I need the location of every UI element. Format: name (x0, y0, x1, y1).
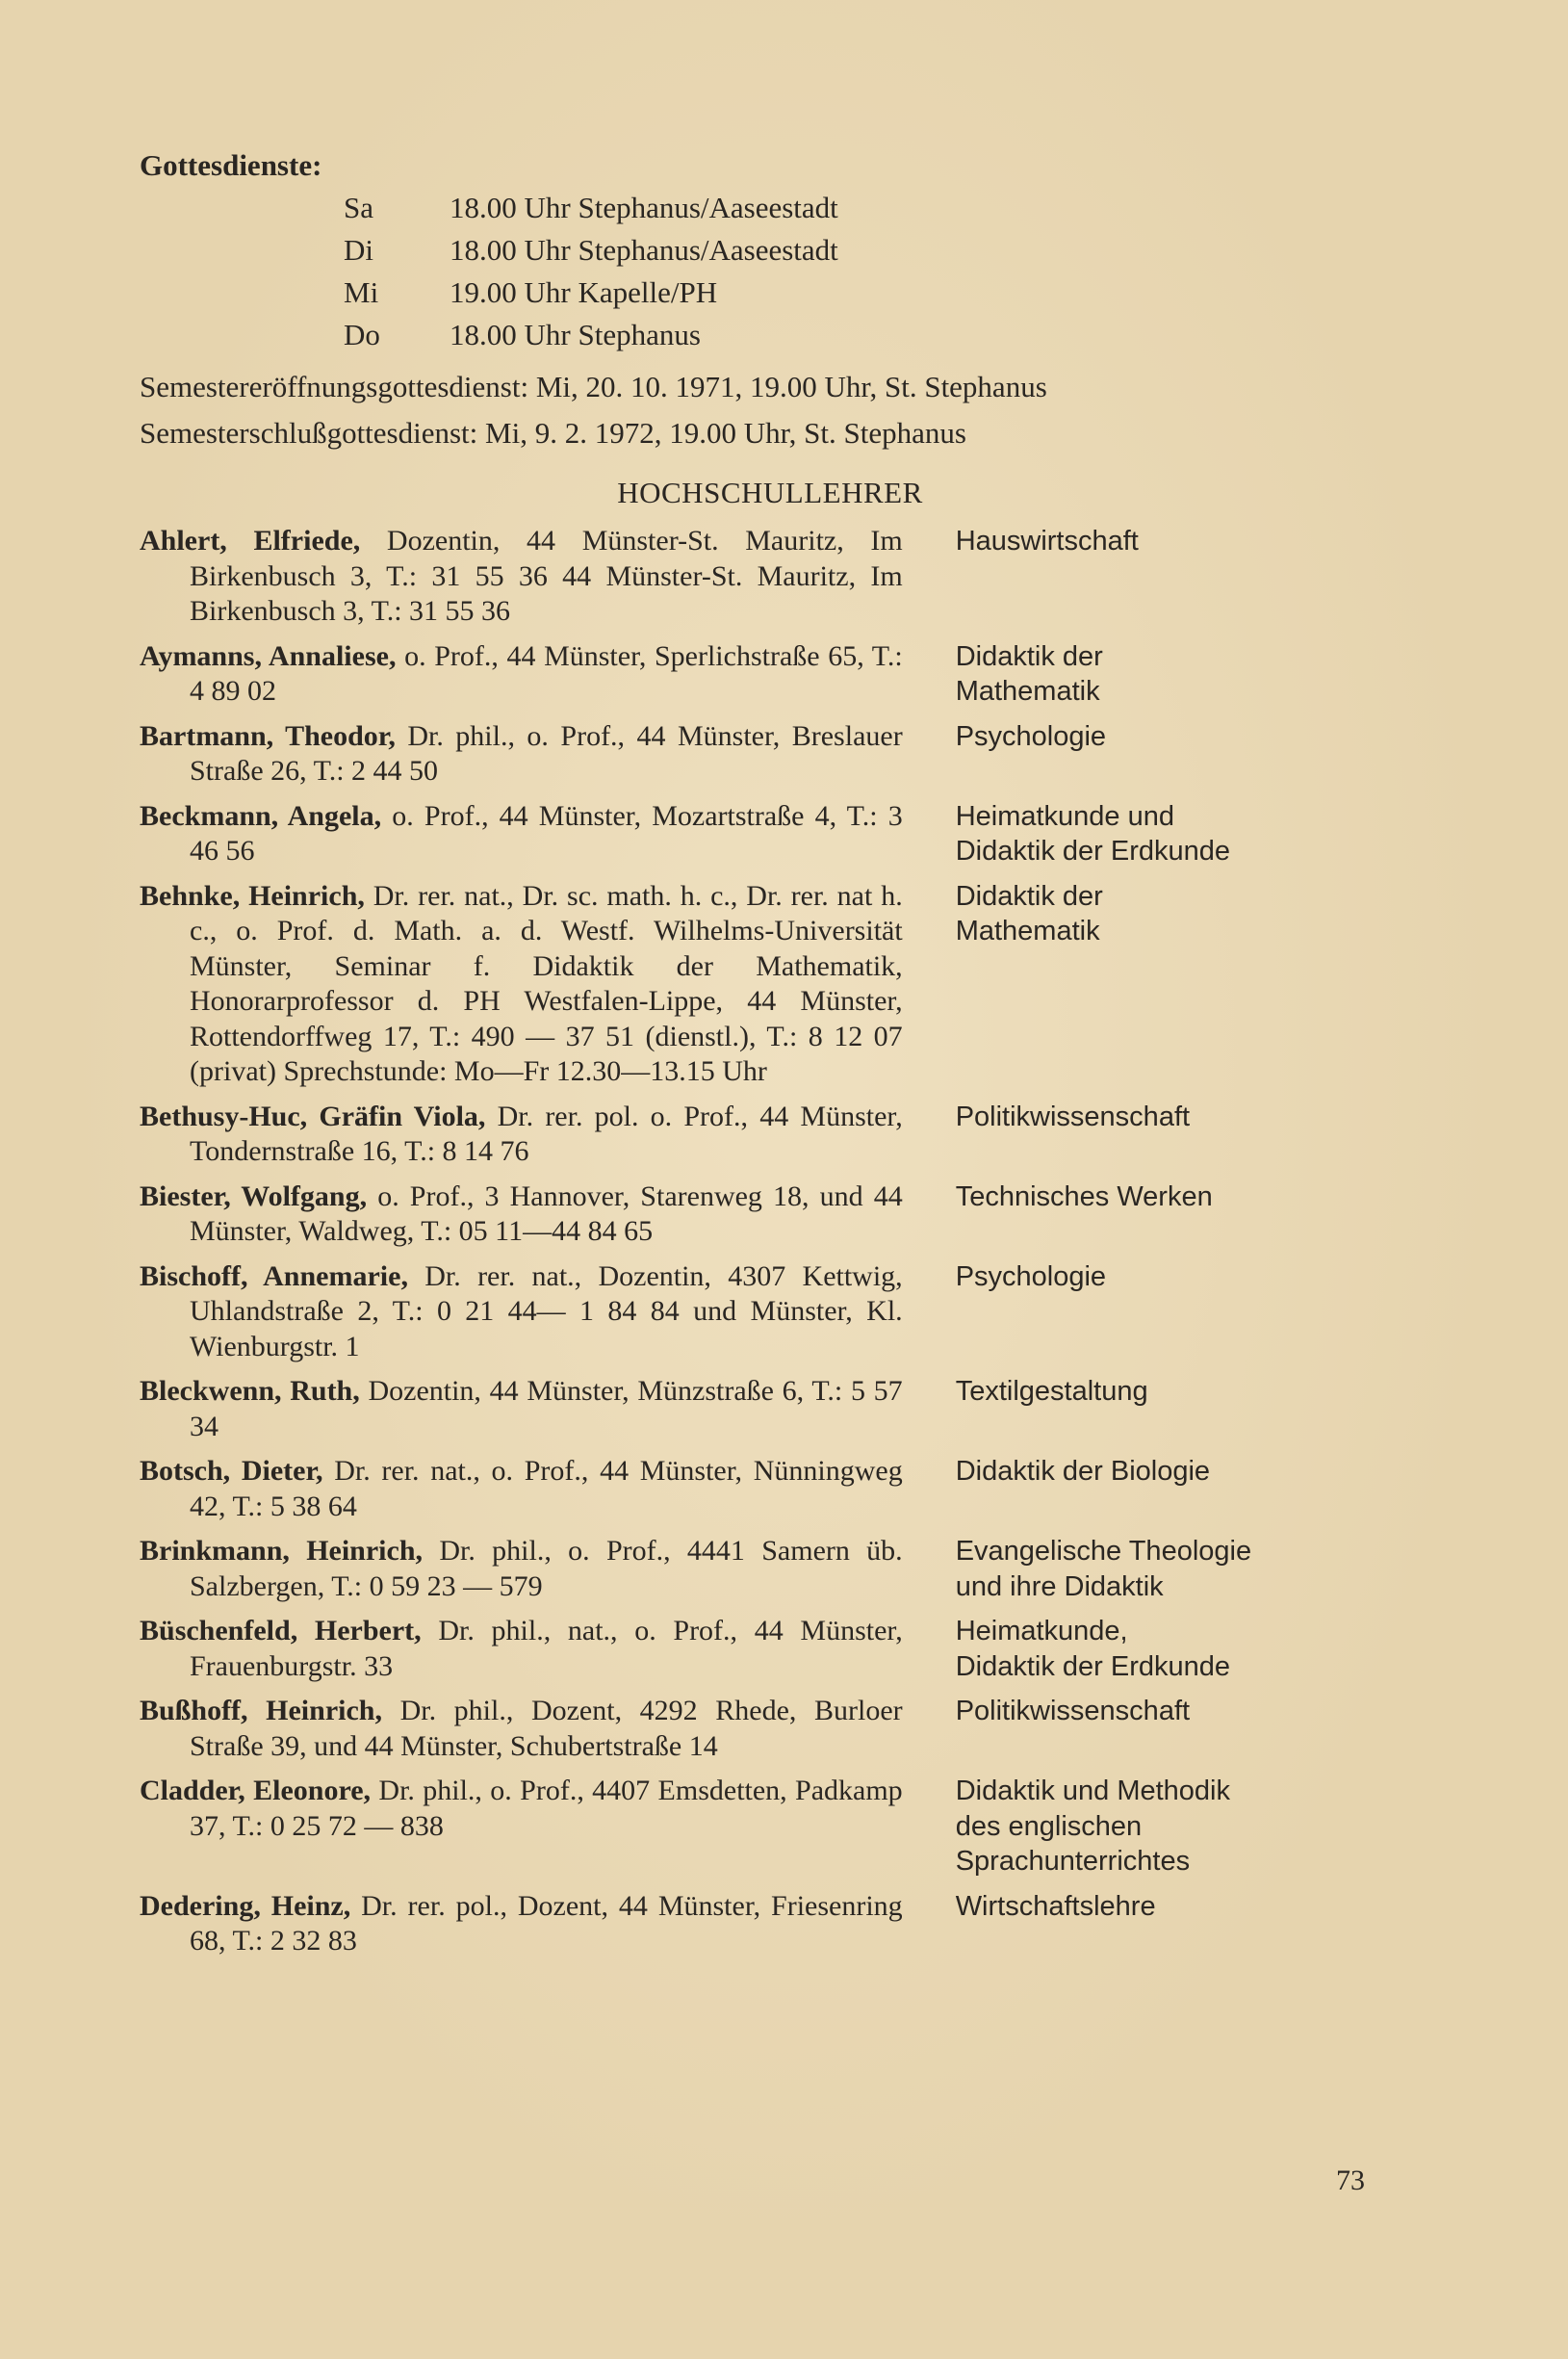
service-row (140, 229, 1401, 272)
faculty-details: Dr. rer. pol. o. Prof., 44 Münster, Tondernstraße 16, T.: 8 14 76 (190, 1100, 903, 1167)
services-heading: Gottesdienste: (140, 148, 322, 182)
faculty-details: Dr. rer. pol., Dozent, 44 Münster, Friesenring 68, T.: 2 32 83 (190, 1889, 903, 1957)
service-time-place: 18.00 Uhr Stephanus/Aaseestadt (450, 191, 838, 224)
faculty-subject: Didaktik der Biologie (955, 1456, 1211, 1487)
service-day: Di (344, 233, 373, 267)
faculty-subject: Hauswirtschaft (955, 526, 1139, 557)
service-time-place: 19.00 Uhr Kapelle/PH (450, 275, 718, 309)
faculty-name: Biester, Wolfgang, (140, 1180, 368, 1212)
service-day: Do (344, 318, 380, 351)
service-time-place: 18.00 Uhr Stephanus/Aaseestadt (450, 233, 838, 267)
faculty-name: Büschenfeld, Herbert, (140, 1615, 422, 1646)
service-day: Mi (344, 275, 379, 309)
faculty-details: Dr. phil., Dozent, 4292 Rhede, Burloer Straße 39, und 44 Münster, Schubertstraße 14 (190, 1695, 903, 1762)
faculty-subject: Didaktik und Methodik des englischen Sprachunterrichtes (955, 1776, 1231, 1877)
service-row (140, 314, 1401, 356)
service-row (140, 187, 1401, 229)
faculty-entry (140, 639, 1401, 710)
faculty-details: o. Prof., 44 Münster, Mozartstraße 4, T.: 3 46 56 (190, 799, 903, 867)
faculty-details: Dr. rer. nat., o. Prof., 44 Münster, Nünningweg 42, T.: 5 38 64 (190, 1455, 903, 1522)
faculty-entry (140, 1180, 1401, 1250)
faculty-details: Dozentin, 44 Münster, Münzstraße 6, T.: 5 57 34 (190, 1375, 903, 1442)
faculty-entry (140, 1259, 1401, 1365)
faculty-subject: Didaktik der Mathematik (955, 640, 1103, 707)
faculty-subject: Technisches Werken (955, 1180, 1213, 1212)
semester-closing-service: Semesterschlußgottesdienst: Mi, 9. 2. 1972, 19.00 Uhr, St. Stephanus (140, 416, 966, 450)
faculty-entry (140, 1889, 1401, 1959)
faculty-details: Dr. phil., nat., o. Prof., 44 Münster, Frauenburgstr. 33 (190, 1615, 903, 1682)
faculty-name: Cladder, Eleonore, (140, 1775, 372, 1806)
faculty-entry (140, 1614, 1401, 1684)
faculty-subject: Politikwissenschaft (955, 1101, 1191, 1132)
faculty-entry (140, 719, 1401, 790)
faculty-subject: Heimatkunde und Didaktik der Erdkunde (955, 800, 1231, 867)
faculty-details: Dr. rer. nat., Dozentin, 4307 Kettwig, Uhlandstraße 2, T.: 0 21 44— 1 84 84 und Münster, Kl. Wienburgstr. 1 (190, 1259, 903, 1362)
faculty-entry (140, 524, 1401, 630)
faculty-subject: Wirtschaftslehre (955, 1890, 1156, 1922)
faculty-subject: Evangelische Theologie und ihre Didaktik (955, 1536, 1252, 1602)
faculty-entry (140, 1774, 1401, 1879)
faculty-entry (140, 1694, 1401, 1764)
faculty-details: o. Prof., 44 Münster, Sperlichstraße 65, T.: 4 89 02 (190, 639, 903, 707)
services-block (140, 144, 1401, 454)
faculty-details: o. Prof., 3 Hannover, Starenweg 18, und 44 Münster, Waldweg, T.: 05 11—44 84 65 (190, 1180, 903, 1247)
faculty-subject: Didaktik der Mathematik (955, 880, 1103, 946)
service-time-place: 18.00 Uhr Stephanus (450, 318, 701, 351)
faculty-list (140, 524, 1401, 1959)
faculty-entry (140, 799, 1401, 869)
faculty-details: Dozentin, 44 Münster-St. Mauritz, Im Birkenbusch 3, T.: 31 55 36 44 Münster-St. Mauritz, Im Birkenbusch 3, T.: 31 55 36 (190, 525, 903, 627)
page-number: 73 (1336, 2165, 1365, 2196)
faculty-subject: Psychologie (955, 720, 1107, 752)
faculty-subject: Heimatkunde, Didaktik der Erdkunde (955, 1616, 1231, 1682)
faculty-subject: Textilgestaltung (955, 1376, 1148, 1407)
faculty-details: Dr. rer. nat., Dr. sc. math. h. c., Dr. rer. nat h. c., o. Prof. d. Math. a. d. Westf. Wilhelms-Universität Münster, Seminar f. Didaktik der Mathematik, Honorarprofessor d. PH Westfalen-Lippe, 44 Münster, Rottendorffweg 17, T.: 490 — 37 51 (dienstl.), T.: 8 12 07 (privat) Sprechstunde: Mo—Fr 12.30—13.15 Uhr (190, 879, 903, 1087)
faculty-name: Botsch, Dieter, (140, 1455, 323, 1487)
faculty-name: Ahlert, Elfriede, (140, 525, 361, 557)
faculty-entry (140, 1374, 1401, 1444)
faculty-name: Behnke, Heinrich, (140, 879, 365, 912)
faculty-details: Dr. phil., o. Prof., 44 Münster, Breslauer Straße 26, T.: 2 44 50 (190, 719, 903, 787)
service-day: Sa (344, 191, 373, 224)
faculty-name: Bußhoff, Heinrich, (140, 1695, 382, 1726)
faculty-entry (140, 1454, 1401, 1524)
faculty-name: Brinkmann, Heinrich, (140, 1535, 424, 1567)
semester-opening-service: Semestereröffnungsgottesdienst: Mi, 20. 10. 1971, 19.00 Uhr, St. Stephanus (140, 370, 1047, 403)
faculty-subject: Politikwissenschaft (955, 1696, 1191, 1726)
faculty-name: Bischoff, Annemarie, (140, 1259, 408, 1292)
faculty-name: Dedering, Heinz, (140, 1889, 351, 1922)
faculty-details: Dr. phil., o. Prof., 4441 Samern üb. Salzbergen, T.: 0 59 23 — 579 (190, 1535, 903, 1602)
faculty-name: Bethusy-Huc, Gräfin Viola, (140, 1100, 486, 1132)
faculty-name: Aymanns, Annaliese, (140, 639, 397, 672)
faculty-entry (140, 1100, 1401, 1170)
faculty-entry (140, 1534, 1401, 1604)
service-row (140, 272, 1401, 314)
faculty-subject: Psychologie (955, 1260, 1107, 1292)
faculty-name: Beckmann, Angela, (140, 799, 382, 832)
section-title: HOCHSCHULLEHRER (617, 476, 923, 509)
faculty-details: Dr. phil., o. Prof., 4407 Emsdetten, Padkamp 37, T.: 0 25 72 — 838 (190, 1775, 903, 1842)
faculty-entry (140, 879, 1401, 1090)
faculty-name: Bartmann, Theodor, (140, 719, 396, 752)
faculty-name: Bleckwenn, Ruth, (140, 1375, 360, 1407)
page-content (140, 144, 1401, 1969)
